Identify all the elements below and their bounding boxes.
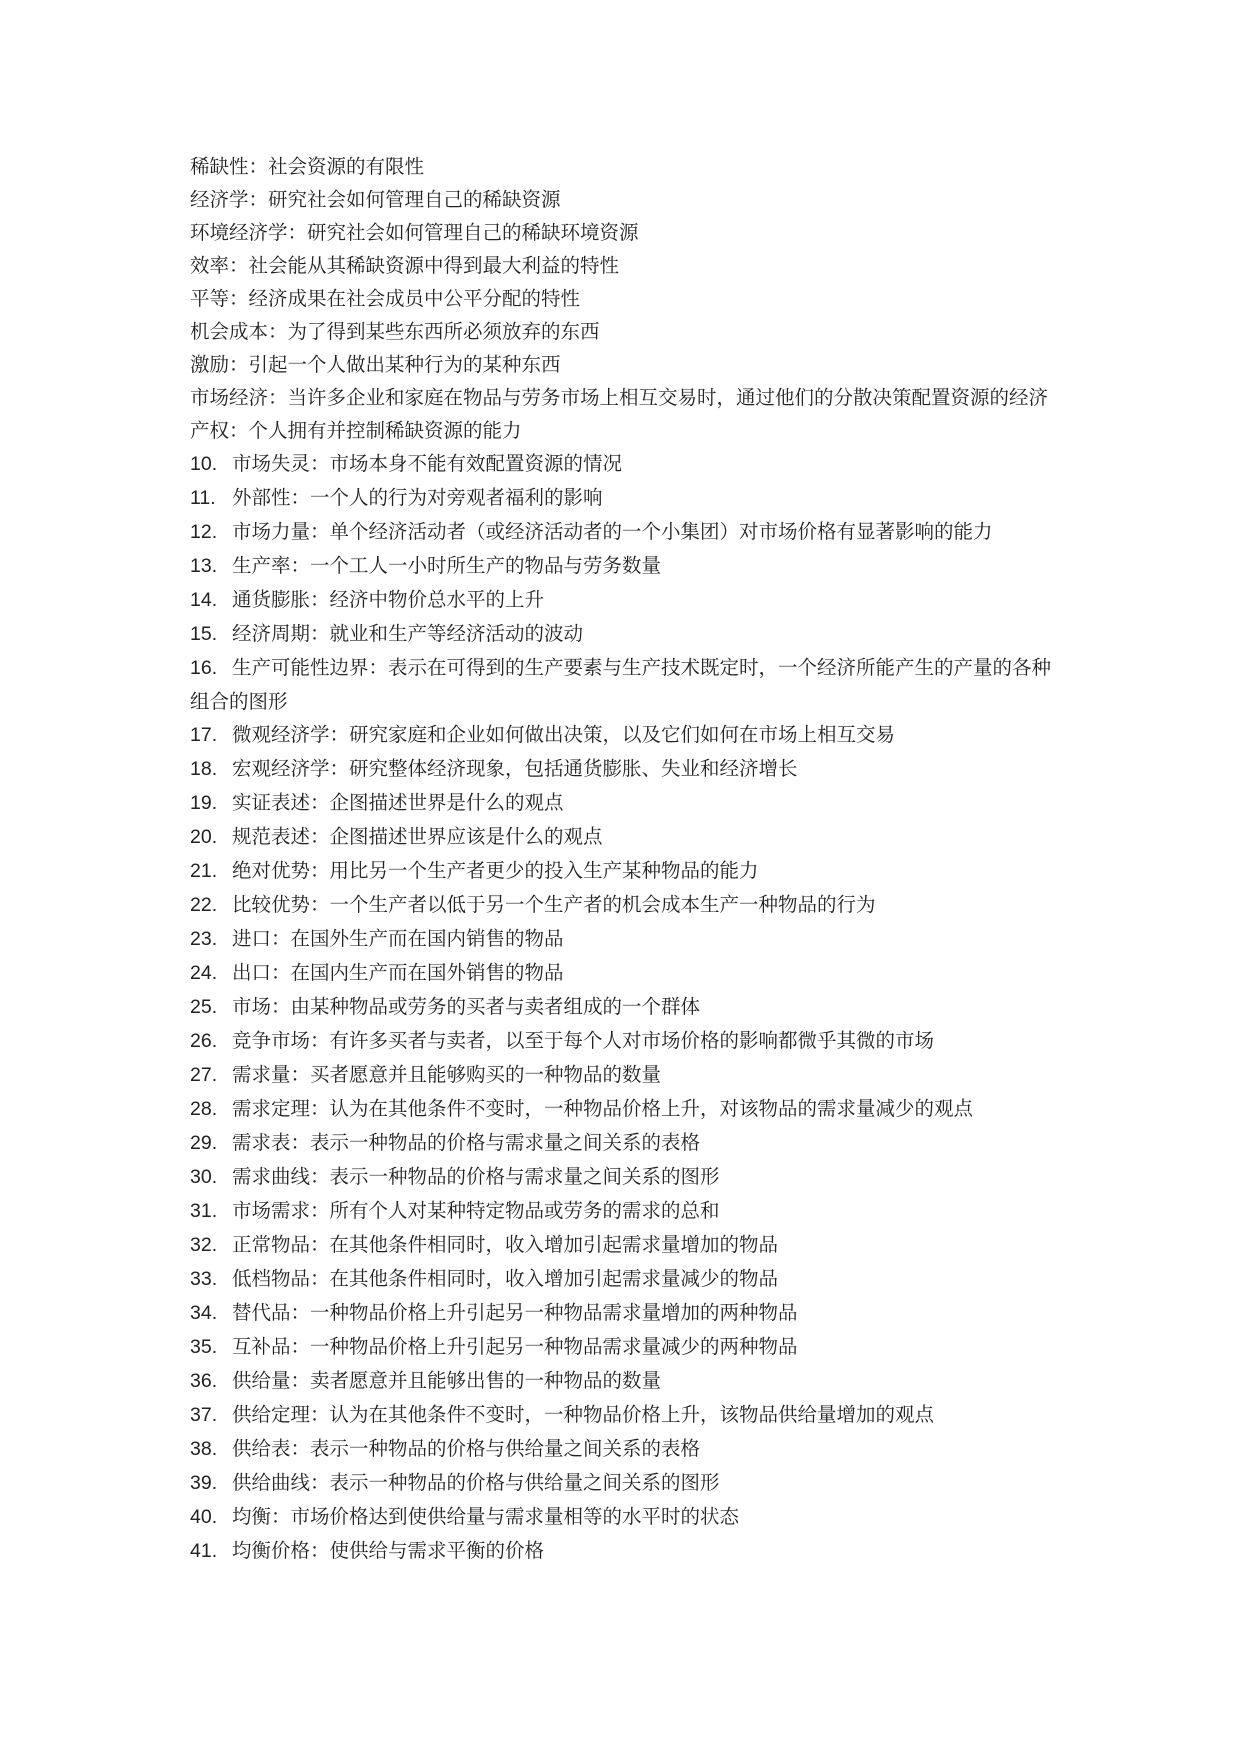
entry-number: 17. (190, 724, 218, 746)
entry-text: 市场力量：单个经济活动者（或经济活动者的一个小集团）对市场价格有显著影响的能力 (232, 520, 993, 543)
list-item (190, 922, 1060, 956)
entry-text: 比较优势：一个生产者以低于另一个生产者的机会成本生产一种物品的行为 (232, 893, 876, 916)
entry-text: 经济周期：就业和生产等经济活动的波动 (232, 622, 584, 645)
entry-number: 32. (190, 1234, 218, 1256)
entry-number: 33. (190, 1268, 218, 1290)
entry-text: 供给表：表示一种物品的价格与供给量之间关系的表格 (232, 1437, 701, 1460)
entry-number: 30. (190, 1166, 218, 1188)
list-item (190, 1024, 1060, 1058)
entry-text: 市场经济：当许多企业和家庭在物品与劳务市场上相互交易时，通过他们的分散决策配置资源的经济 (190, 386, 1049, 409)
entry-text: 环境经济学：研究社会如何管理自己的稀缺环境资源 (190, 221, 639, 244)
entry-text: 生产可能性边界：表示在可得到的生产要素与生产技术既定时，一个经济所能产生的产量的各种组合的图形 (190, 656, 1052, 713)
entry-text: 通货膨胀：经济中物价总水平的上升 (232, 588, 545, 611)
entry-text: 均衡价格：使供给与需求平衡的价格 (232, 1539, 545, 1562)
entry-number: 34. (190, 1302, 218, 1324)
list-item (190, 150, 1060, 183)
list-item (190, 481, 1060, 515)
list-item (190, 515, 1060, 549)
entry-text: 进口：在国外生产而在国内销售的物品 (232, 927, 564, 950)
entry-text: 规范表述：企图描述世界应该是什么的观点 (232, 825, 603, 848)
list-item (190, 718, 1060, 752)
entry-number: 18. (190, 758, 218, 780)
entry-text: 竞争市场：有许多买者与卖者，以至于每个人对市场价格的影响都微乎其微的市场 (232, 1029, 935, 1052)
entry-text: 需求定理：认为在其他条件不变时，一种物品价格上升，对该物品的需求量减少的观点 (232, 1097, 974, 1120)
list-item (190, 1330, 1060, 1364)
entry-text: 出口：在国内生产而在国外销售的物品 (232, 961, 564, 984)
list-item (190, 956, 1060, 990)
entry-text: 产权：个人拥有并控制稀缺资源的能力 (190, 419, 522, 442)
list-item (190, 1262, 1060, 1296)
entry-number: 11. (190, 487, 216, 509)
entry-text: 效率：社会能从其稀缺资源中得到最大利益的特性 (190, 254, 620, 277)
list-item (190, 381, 1060, 414)
list-item (190, 820, 1060, 854)
list-item (190, 1058, 1060, 1092)
entry-text: 市场需求：所有个人对某种特定物品或劳务的需求的总和 (232, 1199, 720, 1222)
entry-text: 生产率：一个工人一小时所生产的物品与劳务数量 (232, 554, 662, 577)
entry-number: 21. (190, 860, 218, 882)
definition-list (190, 150, 1060, 1568)
entry-text: 微观经济学：研究家庭和企业如何做出决策，以及它们如何在市场上相互交易 (232, 723, 896, 746)
entry-text: 机会成本：为了得到某些东西所必须放弃的东西 (190, 320, 600, 343)
entry-text: 需求表：表示一种物品的价格与需求量之间关系的表格 (232, 1131, 701, 1154)
list-item (190, 315, 1060, 348)
list-item (190, 183, 1060, 216)
list-item (190, 1194, 1060, 1228)
list-item (190, 1466, 1060, 1500)
list-item (190, 1228, 1060, 1262)
list-item (190, 1534, 1060, 1568)
list-item (190, 414, 1060, 447)
entry-text: 稀缺性：社会资源的有限性 (190, 155, 425, 178)
list-item (190, 249, 1060, 282)
entry-text: 绝对优势：用比另一个生产者更少的投入生产某种物品的能力 (232, 859, 759, 882)
entry-number: 26. (190, 1030, 218, 1052)
entry-text: 供给曲线：表示一种物品的价格与供给量之间关系的图形 (232, 1471, 720, 1494)
entry-number: 40. (190, 1506, 218, 1528)
entry-text: 供给量：卖者愿意并且能够出售的一种物品的数量 (232, 1369, 662, 1392)
list-item (190, 549, 1060, 583)
list-item (190, 282, 1060, 315)
entry-text: 经济学：研究社会如何管理自己的稀缺资源 (190, 188, 561, 211)
entry-text: 低档物品：在其他条件相同时，收入增加引起需求量减少的物品 (232, 1267, 779, 1290)
entry-text: 需求量：买者愿意并且能够购买的一种物品的数量 (232, 1063, 662, 1086)
entry-number: 13. (190, 555, 218, 577)
entry-number: 38. (190, 1438, 218, 1460)
entry-number: 36. (190, 1370, 218, 1392)
entry-number: 23. (190, 928, 218, 950)
list-item (190, 447, 1060, 481)
entry-text: 外部性：一个人的行为对旁观者福利的影响 (232, 486, 603, 509)
list-item (190, 1500, 1060, 1534)
entry-text: 市场：由某种物品或劳务的买者与卖者组成的一个群体 (232, 995, 701, 1018)
entry-number: 41. (190, 1540, 218, 1562)
entry-number: 28. (190, 1098, 218, 1120)
entry-number: 27. (190, 1064, 218, 1086)
entry-text: 需求曲线：表示一种物品的价格与需求量之间关系的图形 (232, 1165, 720, 1188)
list-item (190, 752, 1060, 786)
entry-number: 37. (190, 1404, 218, 1426)
list-item (190, 1432, 1060, 1466)
entry-text: 宏观经济学：研究整体经济现象，包括通货膨胀、失业和经济增长 (232, 757, 798, 780)
entry-text: 正常物品：在其他条件相同时，收入增加引起需求量增加的物品 (232, 1233, 779, 1256)
entry-text: 替代品：一种物品价格上升引起另一种物品需求量增加的两种物品 (232, 1301, 798, 1324)
list-item (190, 583, 1060, 617)
list-item (190, 1364, 1060, 1398)
entry-number: 20. (190, 826, 218, 848)
list-item (190, 786, 1060, 820)
entry-number: 25. (190, 996, 218, 1018)
list-item (190, 1092, 1060, 1126)
list-item (190, 1160, 1060, 1194)
entry-number: 24. (190, 962, 218, 984)
entry-number: 29. (190, 1132, 218, 1154)
list-item (190, 990, 1060, 1024)
entry-number: 10. (190, 453, 218, 475)
entry-text: 供给定理：认为在其他条件不变时，一种物品价格上升，该物品供给量增加的观点 (232, 1403, 935, 1426)
list-item (190, 348, 1060, 381)
entry-number: 22. (190, 894, 218, 916)
entry-number: 35. (190, 1336, 218, 1358)
entry-number: 14. (190, 589, 218, 611)
list-item (190, 888, 1060, 922)
entry-number: 31. (190, 1200, 218, 1222)
list-item (190, 854, 1060, 888)
entry-text: 互补品：一种物品价格上升引起另一种物品需求量减少的两种物品 (232, 1335, 798, 1358)
entry-text: 实证表述：企图描述世界是什么的观点 (232, 791, 564, 814)
entry-number: 39. (190, 1472, 218, 1494)
list-item (190, 1126, 1060, 1160)
list-item (190, 651, 1060, 718)
entry-text: 均衡：市场价格达到使供给量与需求量相等的水平时的状态 (232, 1505, 740, 1528)
entry-number: 19. (190, 792, 218, 814)
entry-number: 12. (190, 521, 218, 543)
entry-number: 16. (190, 657, 218, 679)
list-item (190, 617, 1060, 651)
entry-text: 市场失灵：市场本身不能有效配置资源的情况 (232, 452, 623, 475)
list-item (190, 1296, 1060, 1330)
entry-number: 15. (190, 623, 218, 645)
entry-text: 激励：引起一个人做出某种行为的某种东西 (190, 353, 561, 376)
list-item (190, 216, 1060, 249)
list-item (190, 1398, 1060, 1432)
entry-text: 平等：经济成果在社会成员中公平分配的特性 (190, 287, 581, 310)
